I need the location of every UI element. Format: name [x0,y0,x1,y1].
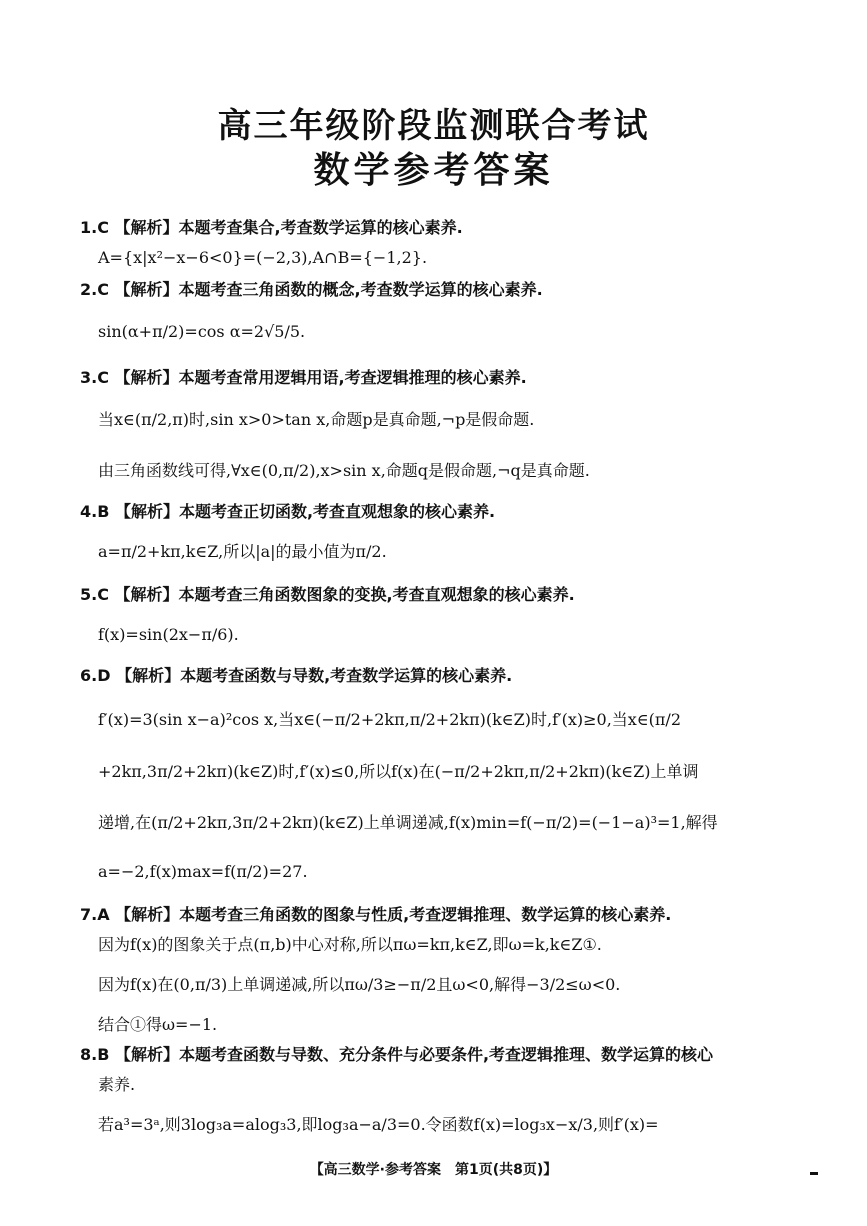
answer-2-line: sin(α+π/2)=cos α=2√5/5. [98,322,306,341]
answer-6-line: 递增,在(π/2+2kπ,3π/2+2kπ)(k∈Z)上单调递减,f(x)min=f(−π/2)=(−1−a)³=1,解得 [98,813,718,832]
answer-8-head: 8.B 【解析】本题考查函数与导数、充分条件与必要条件,考查逻辑推理、数学运算的核心 [80,1045,714,1064]
answer-2-head: 2.C 【解析】本题考查三角函数的概念,考查数学运算的核心素养. [80,280,543,299]
answer-3-line: 由三角函数线可得,∀x∈(0,π/2),x>sin x,命题q是假命题,¬q是真命题. [98,461,590,480]
answer-6-line: +2kπ,3π/2+2kπ)(k∈Z)时,f′(x)≤0,所以f(x)在(−π/2+2kπ,π/2+2kπ)(k∈Z)上单调 [98,762,699,781]
answer-5-line: f(x)=sin(2x−π/6). [98,625,239,644]
answer-7-line: 因为f(x)在(0,π/3)上单调递减,所以πω/3≥−π/2且ω<0,解得−3/2≤ω<0. [98,975,621,994]
answer-6-line: f′(x)=3(sin x−a)²cos x,当x∈(−π/2+2kπ,π/2+2kπ)(k∈Z)时,f′(x)≥0,当x∈(π/2 [98,710,682,729]
answer-6-line: a=−2,f(x)max=f(π/2)=27. [98,862,308,881]
answer-6-head: 6.D 【解析】本题考查函数与导数,考查数学运算的核心素养. [80,666,513,685]
answer-1-head: 1.C 【解析】本题考查集合,考查数学运算的核心素养. [80,218,463,237]
answer-7-line: 因为f(x)的图象关于点(π,b)中心对称,所以πω=kπ,k∈Z,即ω=k,k∈Z①. [98,935,602,954]
answer-3-head: 3.C 【解析】本题考查常用逻辑用语,考查逻辑推理的核心素养. [80,368,527,387]
answer-7-line: 结合①得ω=−1. [98,1015,218,1034]
page-title: 高三年级阶段监测联合考试 [217,106,650,146]
answer-1-line: A={x|x²−x−6<0}=(−2,3),A∩B={−1,2}. [98,248,428,267]
answer-5-head: 5.C 【解析】本题考查三角函数图象的变换,考查直观想象的核心素养. [80,585,575,604]
answer-4-line: a=π/2+kπ,k∈Z,所以|a|的最小值为π/2. [98,542,387,561]
page-subtitle: 数学参考答案 [313,150,554,191]
answer-4-head: 4.B 【解析】本题考查正切函数,考查直观想象的核心素养. [80,502,496,521]
page-mark [810,1172,818,1175]
answer-3-line: 当x∈(π/2,π)时,sin x>0>tan x,命题p是真命题,¬p是假命题. [98,410,535,429]
answer-8-line: 素养. [98,1075,136,1094]
answer-7-head: 7.A 【解析】本题考查三角函数的图象与性质,考查逻辑推理、数学运算的核心素养. [80,905,672,924]
page-footer: 【高三数学·参考答案 第1页(共8页)】 [309,1162,558,1178]
answer-8-line: 若a³=3ᵃ,则3log₃a=alog₃3,即log₃a−a/3=0.令函数f(x)=log₃x−x/3,则f′(x)= [98,1115,659,1134]
